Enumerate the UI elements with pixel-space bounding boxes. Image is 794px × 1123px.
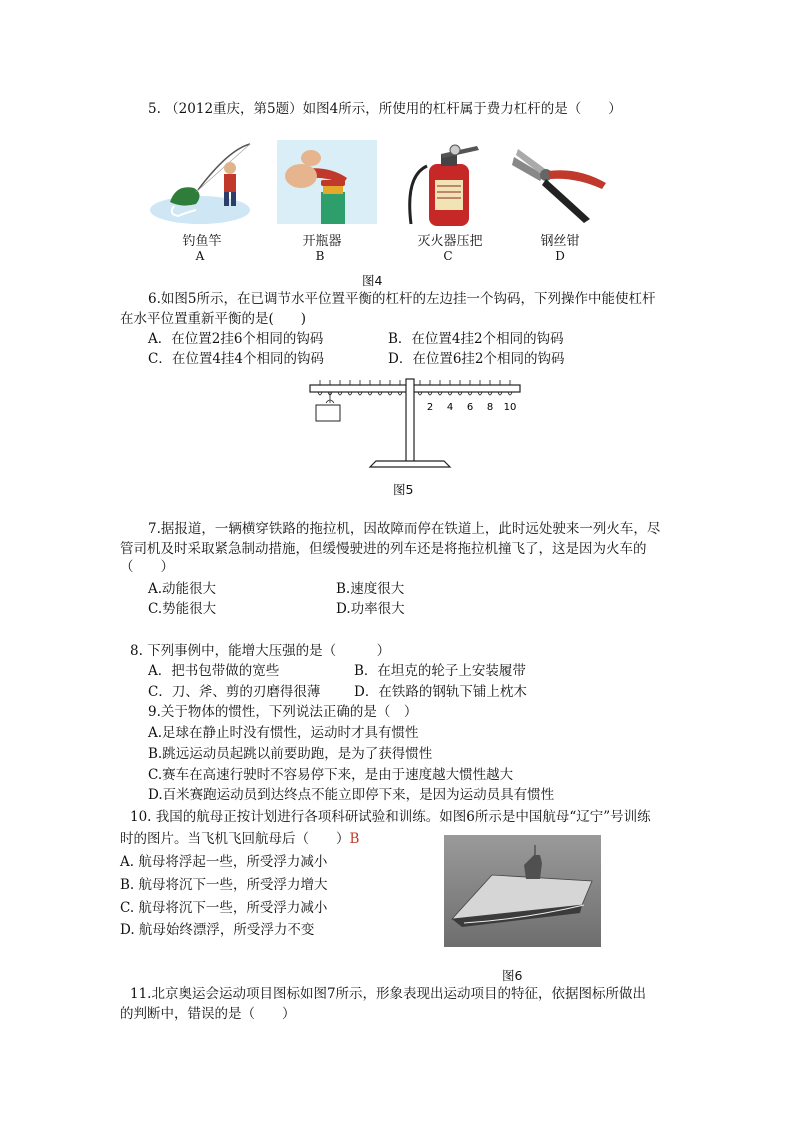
q8-option-d: D．在铁路的钢轨下铺上枕木 [354, 684, 527, 700]
q10-option-c: C. 航母将沉下一些，所受浮力减小 [120, 900, 328, 916]
q9-option-d: D.百米赛跑运动员到达终点不能立即停下来，是因为运动员具有惯性 [148, 787, 555, 803]
q10-stem-line2-row [120, 830, 359, 848]
figure-6-caption: 图6 [502, 968, 523, 983]
q5-item-b-letter: B [315, 249, 325, 263]
q7-option-d: D.功率很大 [336, 601, 405, 617]
scale-label-8: 8 [486, 402, 494, 413]
q6-option-b: B．在位置4挂2个相同的钩码 [388, 331, 564, 347]
q9-option-a: A.足球在静止时没有惯性，运动时才具有惯性 [148, 725, 419, 741]
q6-option-c: C．在位置4挂4个相同的钩码 [148, 351, 325, 367]
q7-stem-line2: 管司机及时采取紧急制动措施，但缓慢驶进的列车还是将拖拉机撞飞了，这是因为火车的 [120, 541, 647, 557]
fishing-rod-image [150, 140, 254, 226]
q9-option-b: B.跳远运动员起跳以前要助跑，是为了获得惯性 [148, 746, 433, 762]
q5-item-d-letter: D [555, 249, 565, 263]
q10-option-a: A. 航母将浮起一些，所受浮力减小 [120, 854, 328, 870]
q6-option-a: A．在位置2挂6个相同的钩码 [148, 331, 324, 347]
q11-stem-line2: 的判断中，错误的是（ ） [120, 1006, 296, 1022]
q7-option-a: A.动能很大 [148, 581, 217, 597]
q7-stem-line1: 7.据报道，一辆横穿铁路的拖拉机，因故障而停在铁道上，此时远处驶来一列火车，尽 [148, 521, 661, 537]
q8-stem: 8. 下列事例中，能增大压强的是（ ） [130, 643, 391, 659]
q5-stem: 5. （2012重庆，第5题）如图4所示，所使用的杠杆属于费力杠杆的是（ ） [148, 101, 622, 117]
q7-option-c: C.势能很大 [148, 601, 217, 617]
scale-label-2: 2 [426, 402, 434, 413]
q8-option-a: A．把书包带做的宽些 [148, 663, 280, 679]
q9-stem: 9.关于物体的惯性，下列说法正确的是（ ） [148, 704, 418, 720]
q5-item-c-letter: C [443, 249, 453, 263]
q6-stem-line1: 6.如图5所示，在已调节水平位置平衡的杠杆的左边挂一个钩码，下列操作中能使杠杆 [148, 291, 656, 307]
q8-option-b: B．在坦克的轮子上安装履带 [354, 663, 526, 679]
q10-answer: B [349, 831, 360, 847]
q9-option-c: C.赛车在高速行驶时不容易停下来，是由于速度越大惯性越大 [148, 767, 514, 783]
q5-item-c-name: 灭火器压把 [417, 234, 483, 249]
q10-stem-line2: 时的图片。当飞机飞回航母后（ ） [120, 831, 350, 847]
q8-option-c: C．刀、斧、剪的刃磨得很薄 [148, 684, 321, 700]
q7-stem-line3: （ ） [120, 559, 174, 575]
scale-label-6: 6 [466, 402, 474, 413]
aircraft-carrier-image [444, 835, 601, 947]
q6-option-d: D．在位置6挂2个相同的钩码 [388, 351, 565, 367]
q10-stem-line1: 10. 我国的航母正按计划进行各项科研试验和训练。如图6所示是中国航母“辽宁”号训练 [130, 809, 651, 825]
q5-item-a-letter: A [195, 249, 205, 263]
q7-option-b: B.速度很大 [336, 581, 405, 597]
q5-item-a-name: 钓鱼竿 [182, 234, 222, 249]
scale-label-10: 10 [503, 402, 517, 413]
q10-option-b: B. 航母将沉下一些，所受浮力增大 [120, 877, 328, 893]
figure-4-caption: 图4 [362, 273, 383, 288]
lever-figure [300, 375, 530, 475]
q11-stem-line1: 11.北京奥运会运动项目图标如图7所示，形象表现出运动项目的特征，依据图标所做出 [130, 986, 647, 1002]
scale-label-4: 4 [446, 402, 454, 413]
fire-extinguisher-image [405, 140, 489, 226]
q10-option-d: D. 航母始终漂浮，所受浮力不变 [120, 922, 315, 938]
pliers-image [510, 145, 610, 225]
q5-item-d-name: 钢丝钳 [540, 234, 580, 249]
figure-5-caption: 图5 [393, 482, 414, 497]
q6-stem-line2: 在水平位置重新平衡的是( ) [120, 311, 307, 327]
q5-item-b-name: 开瓶器 [302, 234, 342, 249]
bottle-opener-image [277, 140, 377, 224]
